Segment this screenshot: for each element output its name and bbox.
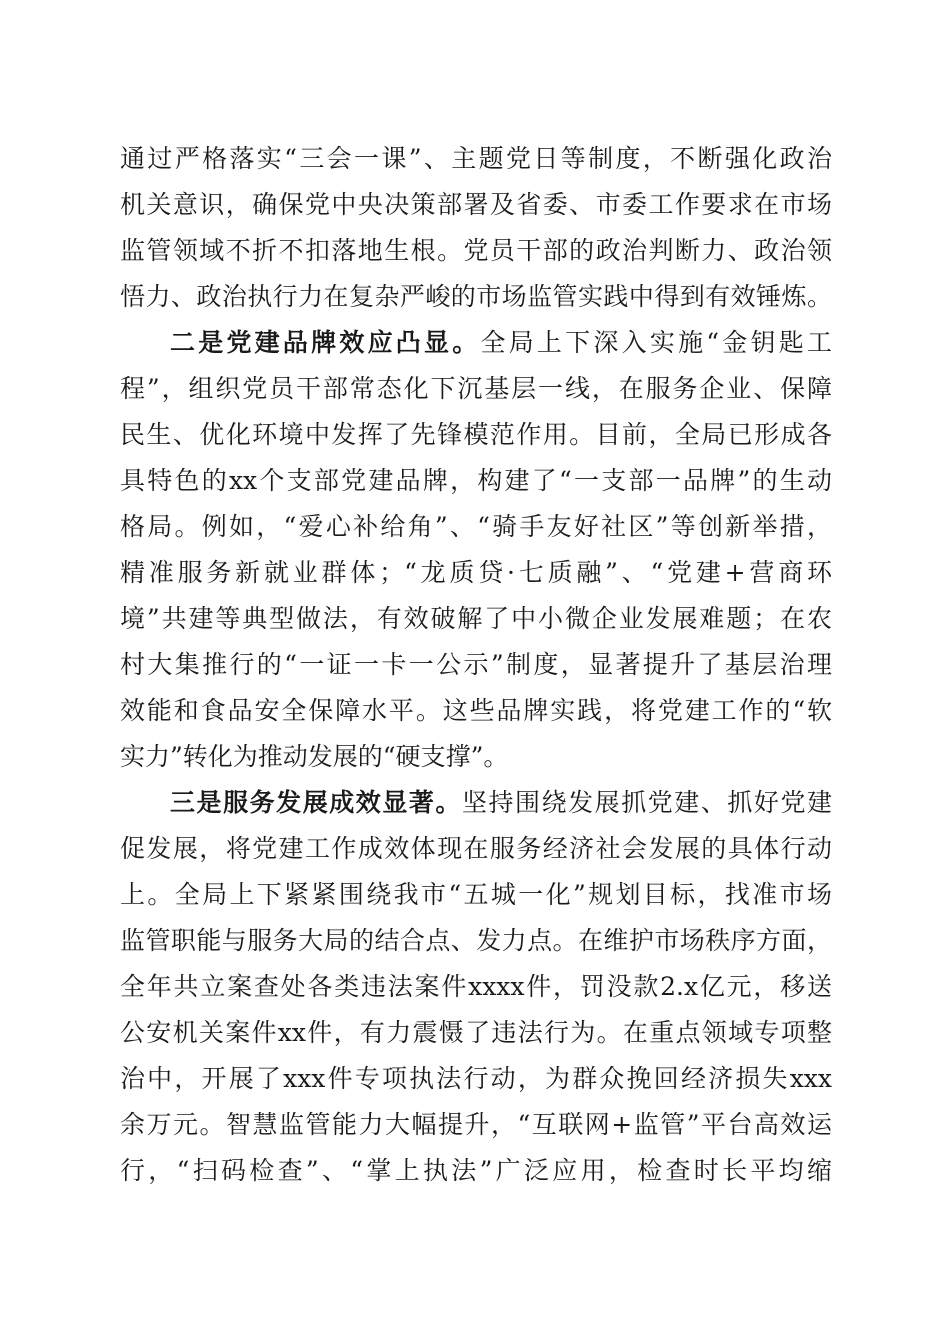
paragraph-start-line — [170, 320, 832, 366]
paragraph-lead: 二是党建品牌效应凸显。 — [170, 328, 481, 357]
body-line: 民生、优化环境中发挥了先锋模范作用。目前，全局已形成各 — [120, 420, 832, 449]
body-line: 悟力、政治执行力在复杂严峻的市场监管实践中得到有效锤炼。 — [120, 282, 832, 311]
body-text: 坚持围绕发展抓党建、抓好党建 — [461, 788, 832, 817]
body-line: 行，“扫码检查”、“掌上执法”广泛应用，检查时长平均缩 — [120, 1156, 832, 1185]
body-line: 监管职能与服务大局的结合点、发力点。在维护市场秩序方面， — [120, 926, 832, 955]
body-line: 格局。例如，“爱心补给角”、“骑手友好社区”等创新举措， — [120, 512, 832, 541]
paragraph-lead: 三是服务发展成效显著。 — [170, 788, 462, 817]
body-line: 机关意识，确保党中央决策部署及省委、市委工作要求在市场 — [120, 190, 832, 219]
body-line: 具特色的xx个支部党建品牌，构建了“一支部一品牌”的生动 — [120, 466, 832, 495]
body-line: 治中，开展了xxx件专项执法行动，为群众挽回经济损失xxx — [120, 1064, 832, 1093]
body-line: 监管领域不折不扣落地生根。党员干部的政治判断力、政治领 — [120, 236, 832, 265]
paragraph-start-line — [170, 780, 832, 826]
body-line: 上。全局上下紧紧围绕我市“五城一化”规划目标，找准市场 — [120, 880, 832, 909]
body-line: 程”，组织党员干部常态化下沉基层一线，在服务企业、保障 — [120, 374, 832, 403]
body-line: 通过严格落实“三会一课”、主题党日等制度，不断强化政治 — [120, 144, 832, 173]
body-text: 全局上下深入实施“金钥匙工 — [480, 328, 832, 357]
body-line: 精准服务新就业群体；“龙质贷·七质融”、“党建+营商环 — [120, 558, 832, 587]
body-line: 实力”转化为推动发展的“硬支撑”。 — [120, 742, 509, 771]
body-line: 全年共立案查处各类违法案件xxxx件，罚没款2.x亿元，移送 — [120, 972, 832, 1001]
body-line: 村大集推行的“一证一卡一公示”制度，显著提升了基层治理 — [120, 650, 832, 679]
body-line: 公安机关案件xx件，有力震慑了违法行为。在重点领域专项整 — [120, 1018, 832, 1047]
body-line: 境”共建等典型做法，有效破解了中小微企业发展难题；在农 — [120, 604, 832, 633]
body-line: 促发展，将党建工作成效体现在服务经济社会发展的具体行动 — [120, 834, 832, 863]
body-line: 余万元。智慧监管能力大幅提升，“互联网+监管”平台高效运 — [120, 1110, 832, 1139]
body-line: 效能和食品安全保障水平。这些品牌实践，将党建工作的“软 — [120, 696, 832, 725]
